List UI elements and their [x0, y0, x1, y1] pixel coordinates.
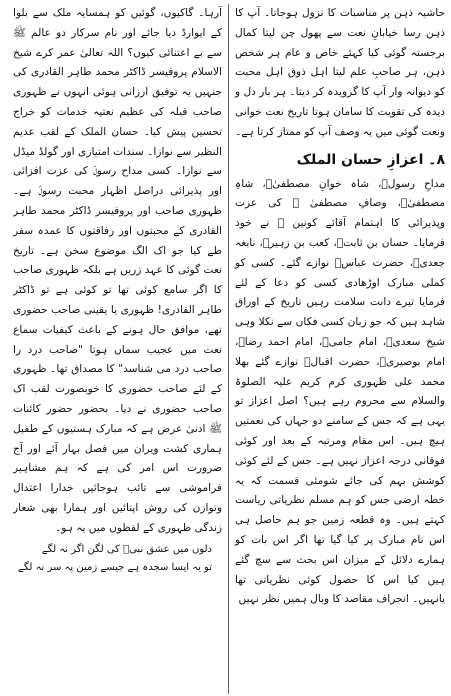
verse-text: دلوں میں عشق نبیؐ کی لگن اگر نہ لگے [41, 543, 212, 555]
paragraph-honour: مداحِ رسولؐ، شاہ خوانِ مصطفیٰؐ، شاہِ مصطفیٰؐ، وصافِ مصطفیٰ ﷺ کی عزت وپذیرائی کا اہتمام آقائے کونین ﷺ نے خود فرمایا۔ حسان بن ثابتؓ، کعب بن زہیرؓ، نابغہ جعدیؓ، حضرت عباسؓ نوازے گئے۔ کسی کو کملی مبارک اوڑھادی کسی کو دعا کے لئے فرمایا تیرے دانت سلامت رہیں تاریخ کے اوراق شاہد ہیں کہ جو زبان کسی فکاں سے نکلا وہی شیخ سعدیؒ، امام جامیؒ، امام احمد رضاؒ، امام بوصیریؒ، حضرت اقبالؒ نوازے گئے بھلا محمد علی ظہوری کرم کریم علیہ الصلوۃ والسلام سے محروم رہے ہیں؟ اصل اعزاز تو یہی ہے کہ جس کے سامنے دو جہاں کی نعمتیں ہیچ ہیں۔ اس مقام ومرتبہ کے بعد اور کوئی فوقانی درجہ اعزاز نہیں ہے۔ جس کے لئے کوئی کوشش بہم کی جائے شومئی قسمت کہ یہ خطہ ارضی جس کو ہم مسلم نظریاتی ریاست کہتے ہیں۔ وہ قطعہ زمین جو ہم حاصل ہی اس نام مبارک پر کیا گیا تھا اگر اس بات کو ہمارے دلائل کے میزان اس بحث سے سچ گئے ہیں کیا اس کا حصول کوئی نظریاتی تھا یانہیں۔ انحراف مقاصد کا وبال ہمیں نظر نہیں [235, 177, 445, 606]
right-column [229, 4, 445, 696]
verse-line-1 [13, 541, 222, 559]
paragraph-continuation: آرہا۔ گاکیوں، گوئیں کو ہمسایہ ملک سے بلوا کے ایوارڈ دیا جائے اور نام سرکار دو عالم ﷺ سے بے اعتنائی کیوں؟ اللہ تعالیٰ عمر کرے شیخ الاسلام پروفیسر ڈاکٹر محمد طاہر القادری کی جنہیں یہ توفیق ارزانی ہوئی انہوں نے ظہوری صاحب قبلہ کی عظیم نعتیہ خدمات کو خراج تحسین پیش کیا۔ حسان الملک کے لقب عدیم النظیر سے نوازا۔ سندات امتیازی اور گولڈ میڈل سے نوازا۔ کسی مداح رسولؐ کی عزت افزائی اور پذیرائی دراصل اظہار محبت رسولؐ ہے۔ ظہوری صاحب اور پروفیسر ڈاکٹر محمد طاہر القادری کے محبتوں اور رفاقتوں کا عمدہ سفر طے کیا جو اک الگ موضوع سخن ہے۔ تاریخ نعت گوئی کا عہد زریں ہے بلکہ ظہوری صاحب کا اگر سامع کوئی تھا تو کوئی ہے تو ڈاکٹر طاہر القادری! ظہوری یا یقینی صاحب حضوری تھے، موافق حال ہونے کے باعث کیفیات سماع نعت میں عجیب سماں ہوتا "صاحب درد را صاحب درد می شناسد" کا مصداق تھا۔ ظہوری کے لئے صاحب حضوری کا خوبصورت لقب اک صاحب حضوری نے دیا۔ بحضور حضور کائنات ﷺ ادنیٰ عرض ہے کہ مبارک ہستیوں کے طفیل ہماری کشت ویران میں فصل بہار آئے اور آج ضرورت اس امر کی ہے کہ ہم مشاہیر فراموشی سے تائب ہوجائیں خدارا اعتدال وتوازن کی روش اپنائیں اور ہمارا بھی شعار زندگی ظہوری کے لفظوں میں یہ ہو۔ [13, 7, 222, 534]
verse-line-2 [13, 559, 222, 577]
section-heading: ۸۔ اعزازِ حسان الملک [296, 151, 445, 168]
verse-text: تو یہ ایسا سجدہ ہے جیسے زمین پہ سر نہ لگے [18, 561, 212, 573]
paragraph-intro: حاشیہ ذہن پر مناسبات کا نزول ہوجاتا۔ آپ کا ذہن رسا خیابانِ نعت سے پھول چن لیتا کمال برجستہ گوئی کیا کہئے خاص و عام ہر شخص ذہن، ہر صاحبِ علم لیتا اہل ذوق اہل محبت کو دیوانہ وار آپ کا گرویدہ کر دیتا۔ ہر بار دل و دیدہ کی تقویت کا سامان ہوتا تاریخ نعت خوانی ونعت گوئی میں یہ وصف آپ کو ممتاز کرتا ہے۔ [235, 7, 445, 138]
couplet [13, 541, 222, 577]
left-column [13, 4, 229, 694]
